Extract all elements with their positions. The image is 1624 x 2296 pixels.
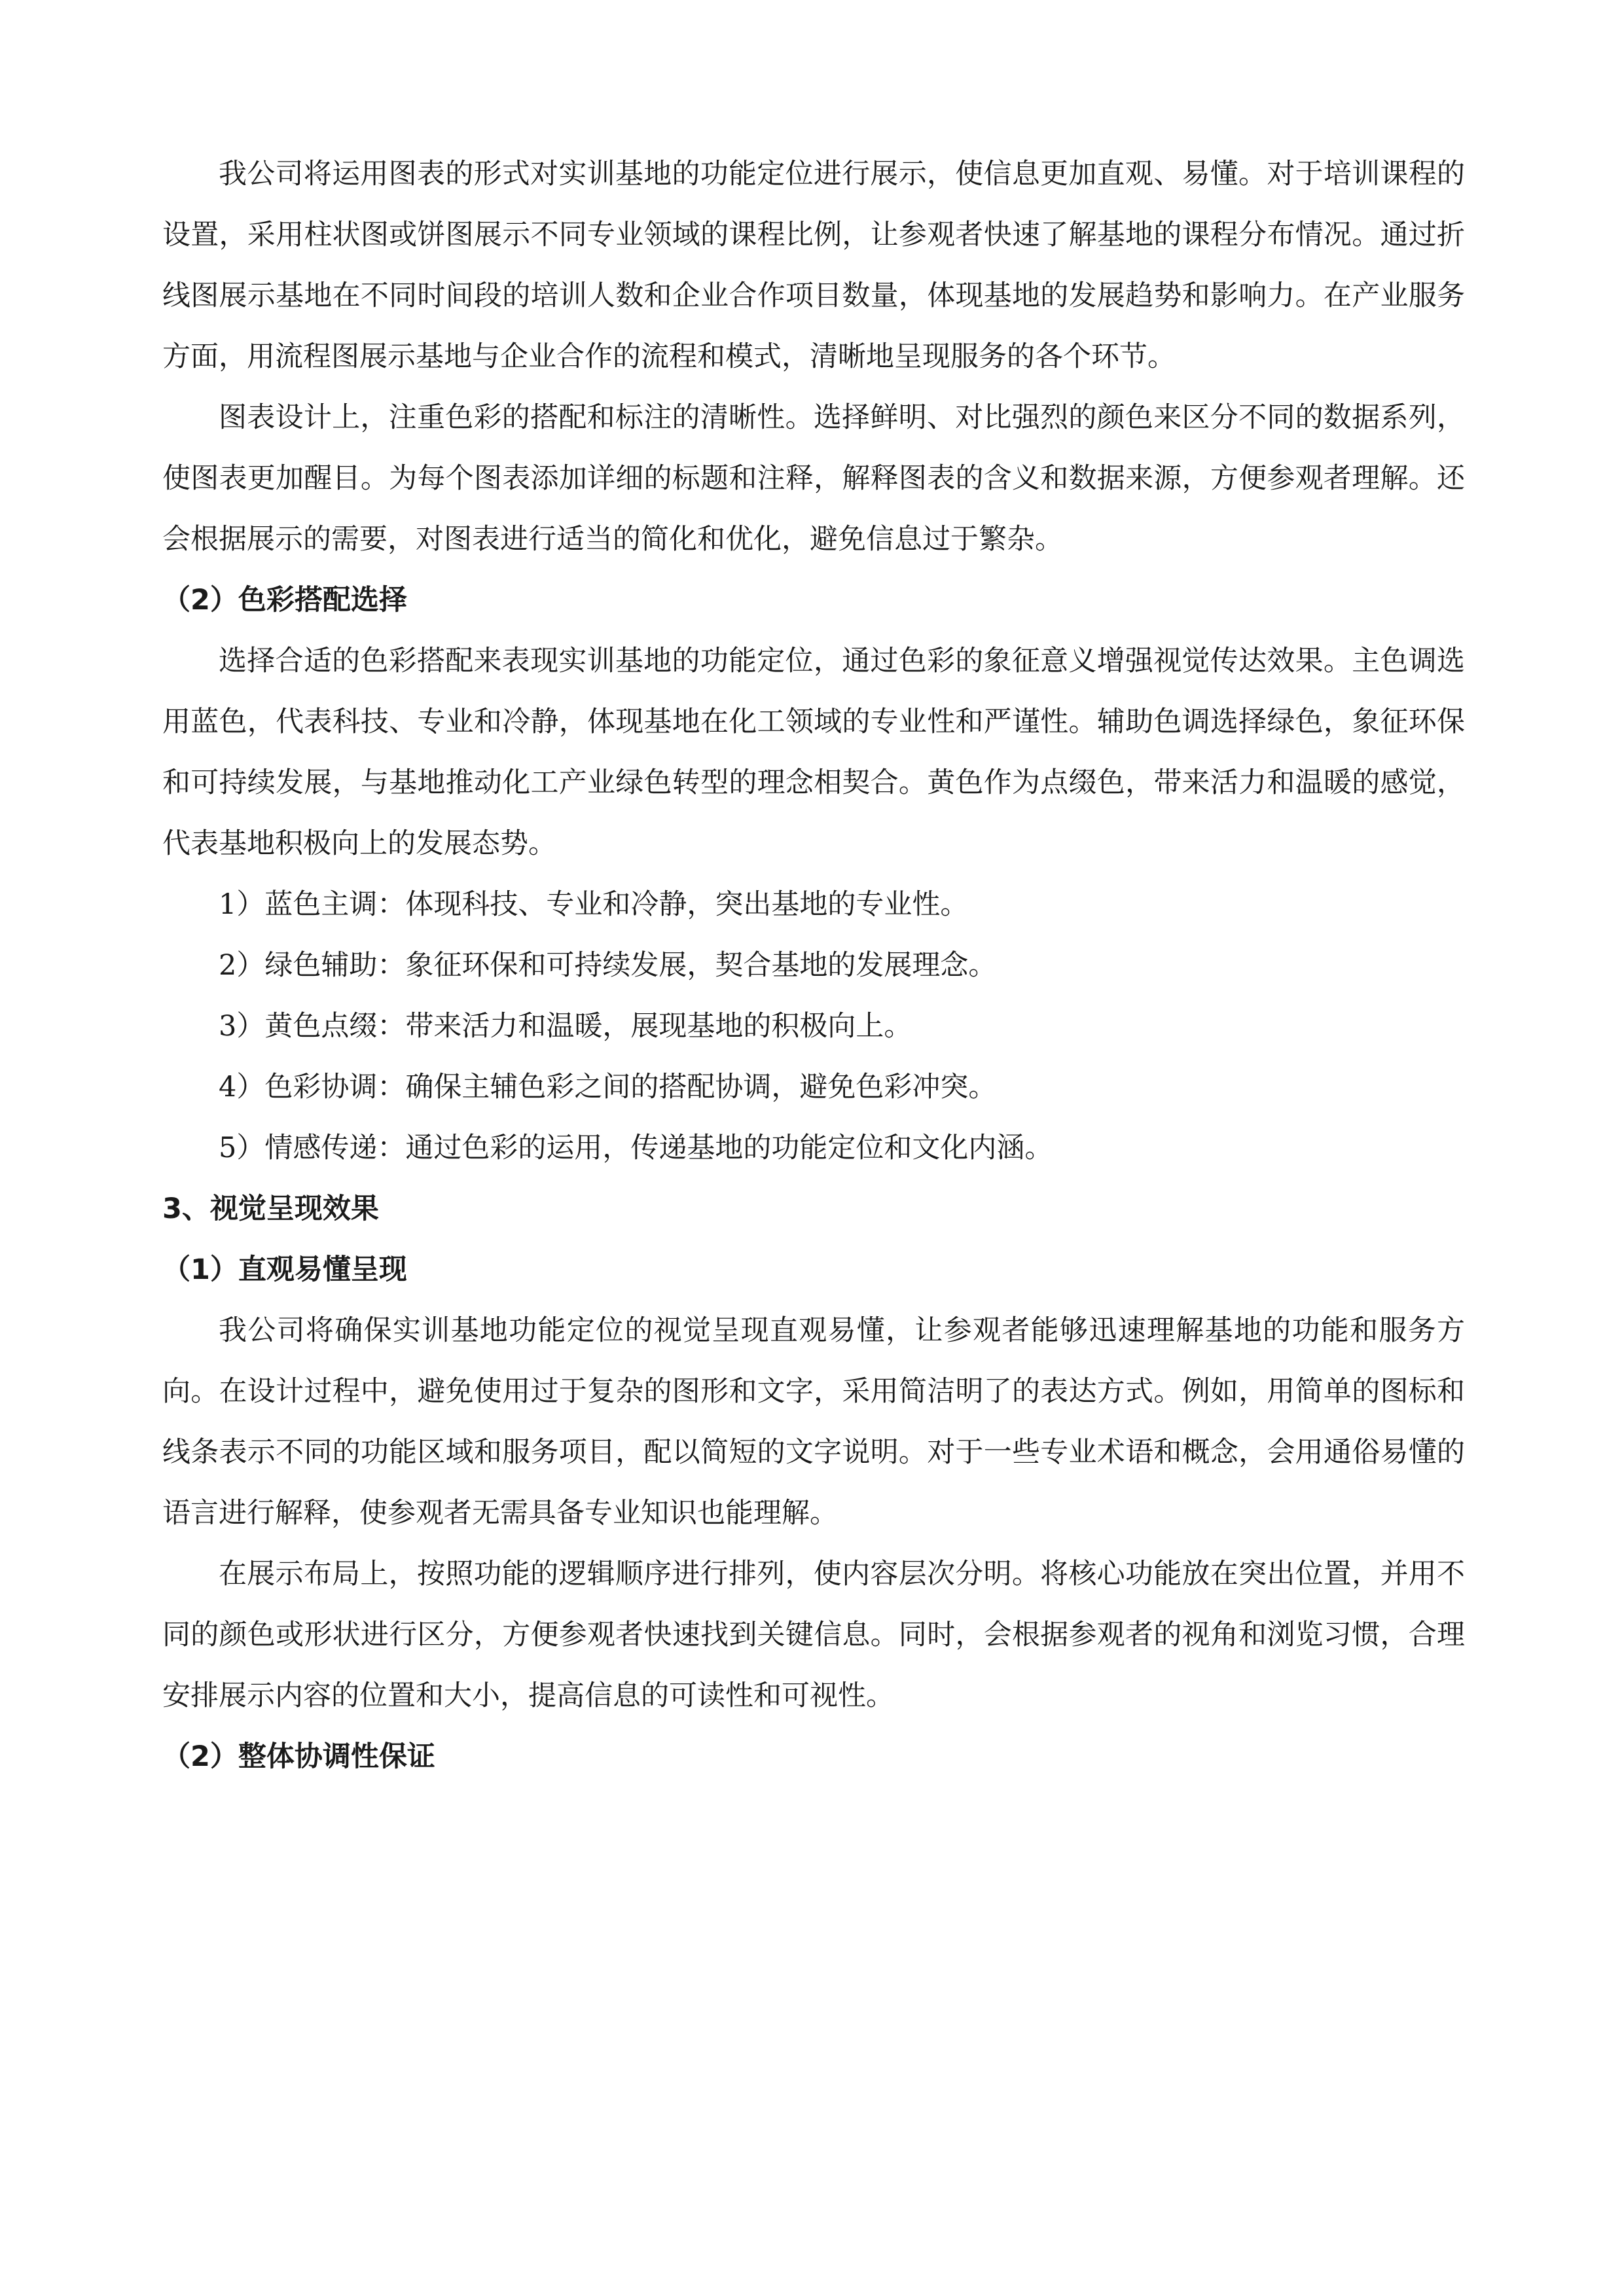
heading-intuitive: （1）直观易懂呈现 (162, 1253, 407, 1286)
paragraph-chart-design: 图表设计上，注重色彩的搭配和标注的清晰性。选择鲜明、对比强烈的颜色来区分不同的数据系列，使图表更加醒目。为每个图表添加详细的标题和注释，解释图表的含义和数据来源，方便参观者理解。还会根据展示的需要，对图表进行适当的简化和优化，避免信息过于繁杂。 (162, 401, 1465, 556)
heading-coordination: （2）整体协调性保证 (162, 1740, 435, 1773)
list-item-emotion: 5）情感传递：通过色彩的运用，传递基地的功能定位和文化内涵。 (219, 1132, 1053, 1164)
paragraph-chart-display: 我公司将运用图表的形式对实训基地的功能定位进行展示，使信息更加直观、易懂。对于培训课程的设置，采用柱状图或饼图展示不同专业领域的课程比例，让参观者快速了解基地的课程分布情况。通过折线图展示基地在不同时间段的培训人数和企业合作项目数量，体现基地的发展趋势和影响力。在产业服务方面，用流程图展示基地与企业合作的流程和模式，清晰地呈现服务的各个环节。 (162, 158, 1465, 373)
list-item-green: 2）绿色辅助：象征环保和可持续发展，契合基地的发展理念。 (219, 949, 997, 982)
list-item-harmony: 4）色彩协调：确保主辅色彩之间的搭配协调，避免色彩冲突。 (219, 1071, 997, 1103)
heading-color-scheme: （2）色彩搭配选择 (162, 584, 407, 617)
document-body (162, 144, 1465, 1787)
list-item-blue: 1）蓝色主调：体现科技、专业和冷静，突出基地的专业性。 (219, 888, 969, 921)
list-item-yellow: 3）黄色点缀：带来活力和温暖，展现基地的积极向上。 (219, 1010, 912, 1043)
paragraph-layout: 在展示布局上，按照功能的逻辑顺序进行排列，使内容层次分明。将核心功能放在突出位置，并用不同的颜色或形状进行区分，方便参观者快速找到关键信息。同时，会根据参观者的视角和浏览习惯，合理安排展示内容的位置和大小，提高信息的可读性和可视性。 (162, 1558, 1465, 1712)
heading-visual-effect: 3、视觉呈现效果 (162, 1193, 379, 1225)
paragraph-intuitive: 我公司将确保实训基地功能定位的视觉呈现直观易懂，让参观者能够迅速理解基地的功能和服务方向。在设计过程中，避免使用过于复杂的图形和文字，采用简洁明了的表达方式。例如，用简单的图标和线条表示不同的功能区域和服务项目，配以简短的文字说明。对于一些专业术语和概念，会用通俗易懂的语言进行解释，使参观者无需具备专业知识也能理解。 (162, 1314, 1465, 1530)
paragraph-color-scheme: 选择合适的色彩搭配来表现实训基地的功能定位，通过色彩的象征意义增强视觉传达效果。主色调选用蓝色，代表科技、专业和冷静，体现基地在化工领域的专业性和严谨性。辅助色调选择绿色，象征环保和可持续发展，与基地推动化工产业绿色转型的理念相契合。黄色作为点缀色，带来活力和温暖的感觉，代表基地积极向上的发展态势。 (162, 645, 1465, 860)
